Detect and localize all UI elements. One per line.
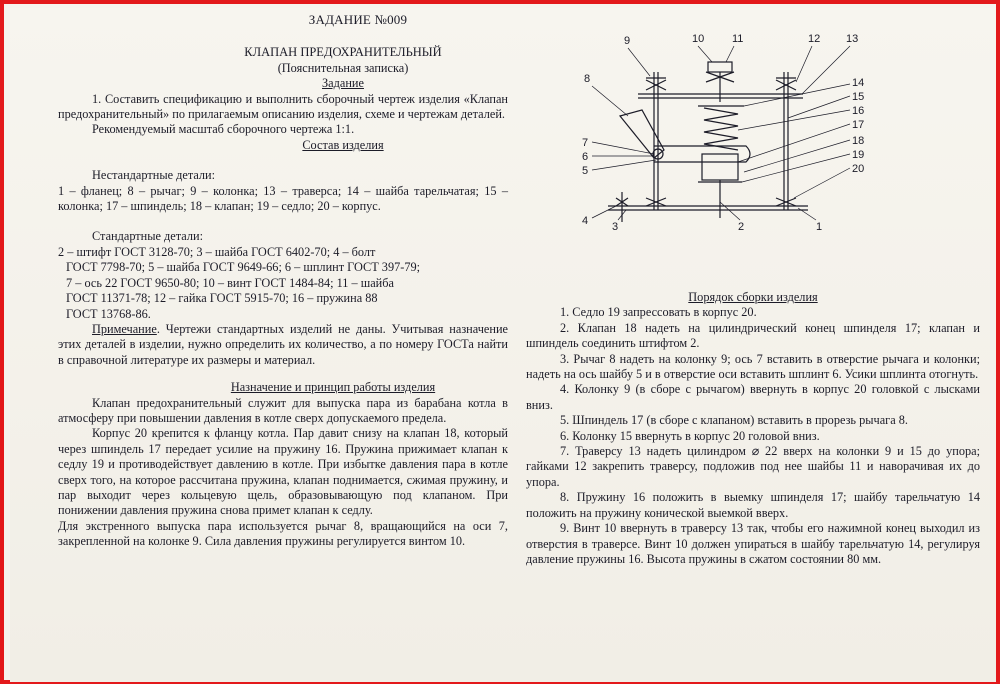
label-5: 5 <box>582 165 589 177</box>
standard-heading: Стандартные детали: <box>92 229 203 244</box>
nut-12-left <box>646 78 666 90</box>
assembly-step: 3. Рычаг 8 надеть на колонку 9; ось 7 вставить в отверстие рычага и колонки; надеть на ось шайбу 5 и в отверстие оси вставить шплинт 6. Усики шплинта отогнуть. <box>526 351 980 382</box>
purpose-paragraph-3: Для экстренного выпуска пара используется рычаг 8, вращающийся на оси 7, закрепленной на колонке 9. Сила давления пружины регулируется винтом 10. <box>58 518 508 549</box>
spindle-17 <box>702 154 738 180</box>
leader-4 <box>592 206 616 218</box>
leader-16 <box>738 110 850 130</box>
valve-schematic <box>558 22 878 237</box>
note-text: . Чертежи стандартных изделий не даны. Учитывая назначение этих деталей в изделии, нужно определить их количество, а по номеру ГОСТа найти в справочной литературе их размеры и материал. <box>58 321 508 367</box>
column-15-base <box>776 198 796 206</box>
assembly-step: 7. Траверсу 13 надеть цилиндром ⌀ 22 вверх на колонки 9 и 15 до упора; гайками 12 закрепить траверсу, подложив под нее шайбы 11 и наворачивая их до упора. <box>526 444 980 489</box>
standard-list <box>58 245 508 322</box>
standard-line: ГОСТ 7798-70; 5 – шайба ГОСТ 9649-66; 6 – шплинт ГОСТ 397-79; <box>66 260 421 275</box>
label-7: 7 <box>582 137 589 149</box>
label-8: 8 <box>584 73 591 85</box>
label-6: 6 <box>582 151 589 163</box>
assembly-step: 4. Колонку 9 (в сборе с рычагом) ввернуть в корпус 20 головкой с лысками вниз. <box>526 382 980 412</box>
label-10: 10 <box>692 33 705 45</box>
assembly-step: 5. Шпиндель 17 (в сборе с клапаном) вставить в прорезь рычага 8. <box>560 413 908 428</box>
label-13: 13 <box>846 33 859 45</box>
assembly-step: 8. Пружину 16 положить в выемку шпинделя 17; шайбу тарельчатую 14 положить на пружину конической выемкой вверх. <box>526 490 980 520</box>
label-16: 16 <box>852 105 865 117</box>
document-title: КЛАПАН ПРЕДОХРАНИТЕЛЬНЫЙ <box>244 45 442 60</box>
document-subtitle: (Пояснительная записка) <box>277 60 409 75</box>
spring-16 <box>704 108 738 150</box>
label-20: 20 <box>852 163 865 175</box>
label-15: 15 <box>852 91 865 103</box>
label-19: 19 <box>852 149 865 161</box>
assembly-step: 2. Клапан 18 надеть на цилиндрический конец шпинделя 17; клапан и шпиндель соединить штифтом 2. <box>526 320 980 351</box>
purpose-heading: Назначение и принцип работы изделия <box>230 380 436 395</box>
task-heading: Задание <box>322 76 364 91</box>
leader-7 <box>592 142 654 154</box>
note-label: Примечание <box>92 321 157 336</box>
label-17: 17 <box>852 119 865 131</box>
leader-2 <box>720 202 740 220</box>
purpose-paragraph-1: Клапан предохранительный служит для выпуска пара из барабана котла в атмосферу при повышении давления в котле сверх допускаемого предела. <box>58 395 508 425</box>
leader-10 <box>698 46 712 62</box>
label-12: 12 <box>808 33 821 45</box>
label-1: 1 <box>816 221 823 233</box>
left-column <box>58 12 508 550</box>
label-9: 9 <box>624 35 631 47</box>
purpose-paragraph-2: Корпус 20 крепится к фланцу котла. Пар давит снизу на клапан 18, который через шпиндель 17 передает усилие на пружину 16. Пружина прижимает клапан к седлу 19 и противодействует давлению в котле. При избытке давления пара в котле сверх того, на которое рассчитана пружина, клапан поднимается, сжимая пружину, и пар выходит через кольцевую щель, образовывающую под клапаном. При понижении давления пружина снова примет клапан к седлу. <box>58 426 508 518</box>
leader-15 <box>788 96 850 118</box>
standard-line: 7 – ось 22 ГОСТ 9650-80; 10 – винт ГОСТ 1484-84; 11 – шайба <box>66 275 394 290</box>
label-2: 2 <box>738 221 745 233</box>
assembly-step: 9. Винт 10 ввернуть в траверсу 13 так, чтобы его нажимной конец выходил из отверстия в траверсе. Винт 10 должен упираться в шайбу тарельчатую 14, регулируя давление пружины 16. Высота пружины в сжатом состоянии 80 мм. <box>526 521 980 566</box>
document-sheet <box>10 8 996 682</box>
leader-18 <box>744 140 850 172</box>
leader-5 <box>592 160 656 170</box>
label-18: 18 <box>852 135 865 147</box>
nut-12-right <box>776 78 796 90</box>
task-paragraph-1: 1. Составить спецификацию и выполнить сборочный чертеж изделия «Клапан предохранительный» по прилагаемым описанию изделия, схеме и чертежам деталей. <box>58 91 508 122</box>
leader-14 <box>744 84 850 106</box>
assembly-heading: Порядок сборки изделия <box>688 290 818 304</box>
leader-17 <box>738 124 850 162</box>
screw-10-head <box>708 62 732 72</box>
label-11: 11 <box>732 33 744 45</box>
standard-line: 2 – штифт ГОСТ 3128-70; 3 – шайба ГОСТ 6402-70; 4 – болт <box>58 244 376 259</box>
standard-line: ГОСТ 13768-86. <box>66 306 151 321</box>
standard-line: ГОСТ 11371-78; 12 – гайка ГОСТ 5915-70; 16 – пружина 88 <box>66 291 378 306</box>
leader-20 <box>794 168 850 198</box>
column-9-base <box>646 198 666 206</box>
nonstandard-heading: Нестандартные детали: <box>92 168 216 183</box>
composition-heading: Состав изделия <box>302 137 384 152</box>
leader-13 <box>802 46 850 94</box>
task-paragraph-2: Рекомендуемый масштаб сборочного чертежа 1:1. <box>92 122 355 137</box>
task-number: ЗАДАНИЕ №009 <box>308 12 408 27</box>
right-column <box>526 290 980 567</box>
label-4: 4 <box>582 215 589 227</box>
label-14: 14 <box>852 77 865 89</box>
note-paragraph <box>58 322 508 368</box>
leader-8 <box>592 86 628 116</box>
leader-9 <box>628 48 650 76</box>
nonstandard-list: 1 – фланец; 8 – рычаг; 9 – колонка; 13 – траверса; 14 – шайба тарельчатая; 15 – колонка; 17 – шпиндель; 18 – клапан; 19 – седло; 20 – корпус. <box>58 183 508 214</box>
leader-11 <box>726 46 734 62</box>
label-3: 3 <box>612 221 619 233</box>
assembly-step: 1. Седло 19 запрессовать в корпус 20. <box>560 305 757 320</box>
assembly-step: 6. Колонку 15 ввернуть в корпус 20 головой вниз. <box>560 428 820 443</box>
leader-12 <box>796 46 812 82</box>
